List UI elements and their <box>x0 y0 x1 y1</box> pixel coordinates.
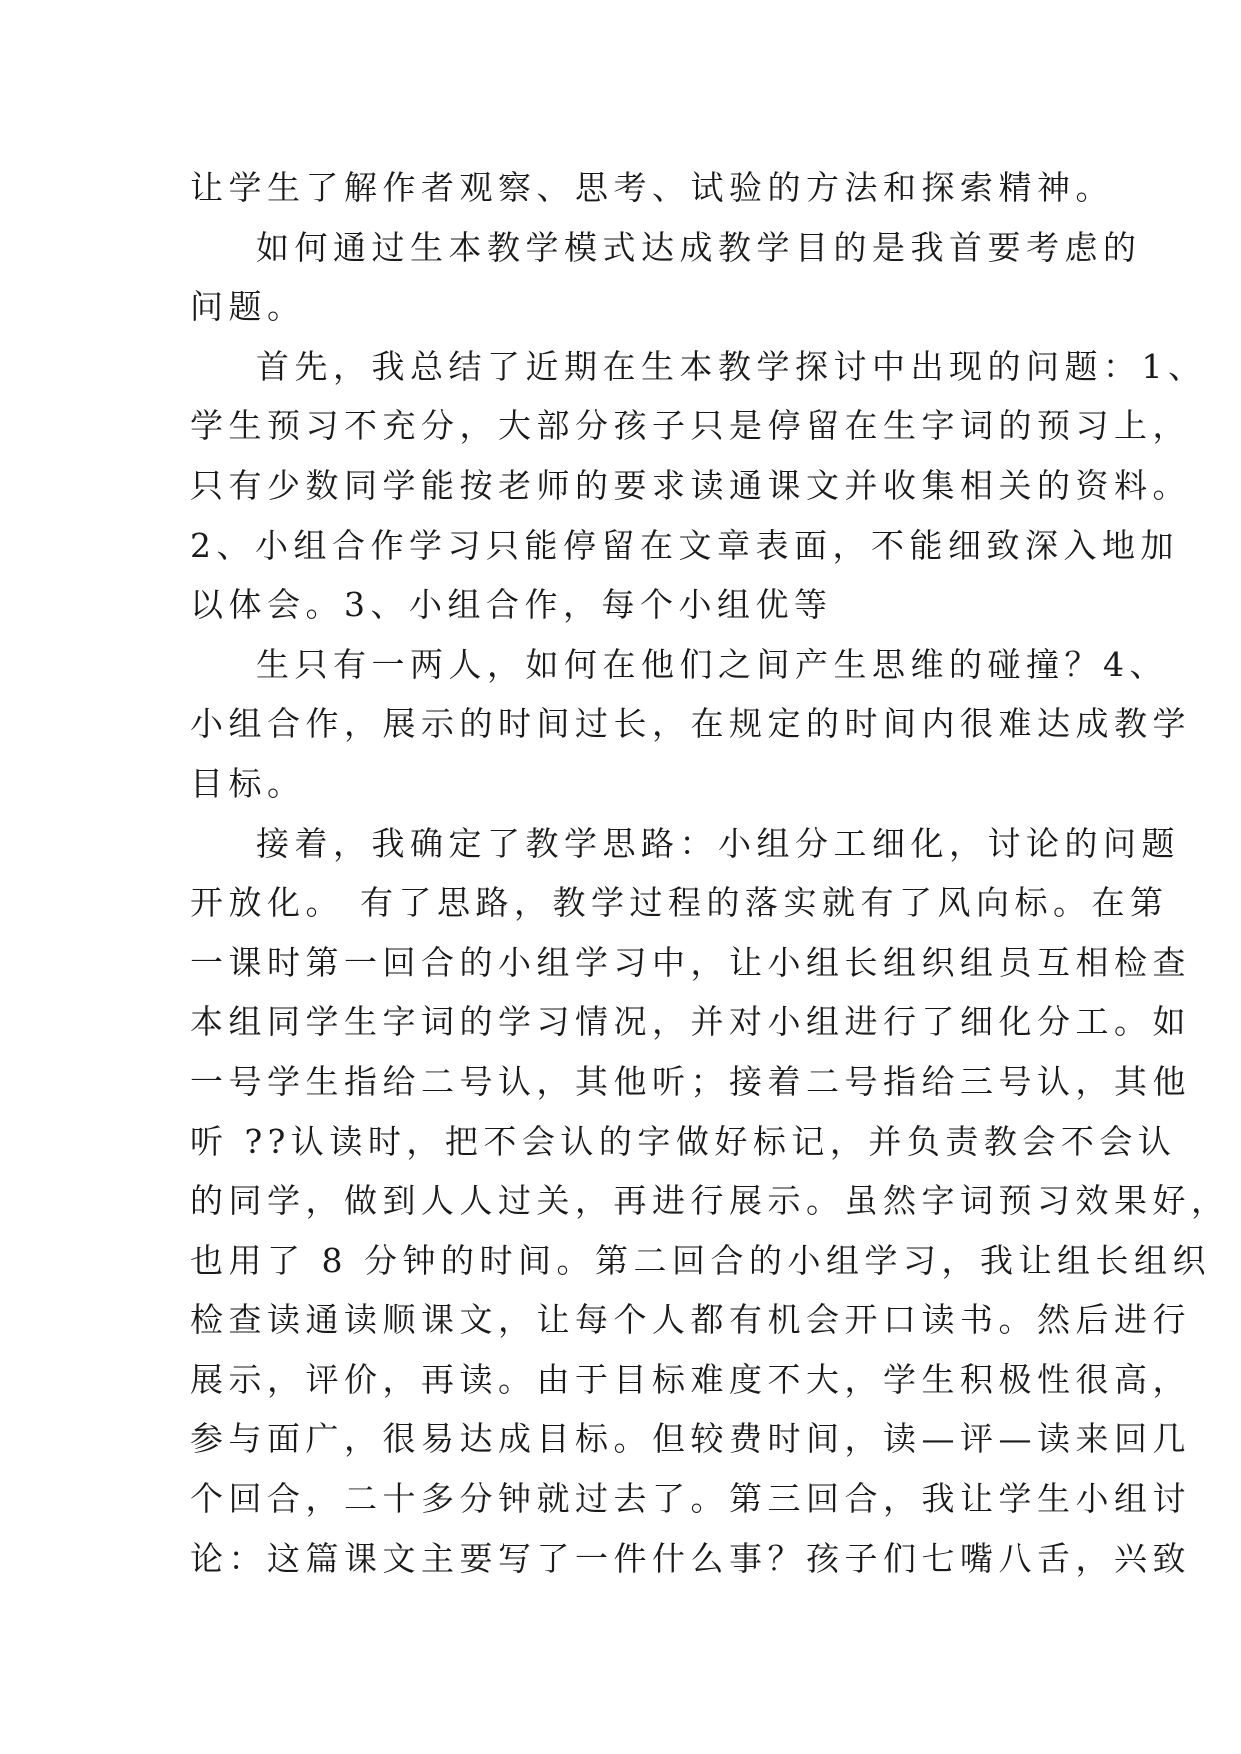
text-line-16: 一号学生指给二号认，其他听；接着二号指给三号认，其他 <box>190 1061 1191 1101</box>
text-line-22: 参与面广，很易达成目标。但较费时间，读—评—读来回几 <box>190 1419 1191 1459</box>
text-line-3: 问题。 <box>190 287 306 327</box>
text-line-12: 接着，我确定了教学思路：小组分工细化，讨论的问题 <box>256 823 1180 863</box>
text-line-15: 本组同学生字词的学习情况，并对小组进行了细化分工。如 <box>190 1002 1191 1042</box>
text-line-10: 小组合作，展示的时间过长，在规定的时间内很难达成教学 <box>190 704 1191 744</box>
text-line-5: 学生预习不充分，大部分孩子只是停留在生字词的预习上， <box>190 406 1191 446</box>
text-line-21: 展示，评价，再读。由于目标难度不大，学生积极性很高， <box>190 1359 1191 1399</box>
text-line-14: 一课时第一回合的小组学习中，让小组长组织组员互相检查 <box>190 942 1191 982</box>
text-line-2: 如何通过生本教学模式达成教学目的是我首要考虑的 <box>256 227 1142 267</box>
text-line-6: 只有少数同学能按老师的要求读通课文并收集相关的资料。 <box>190 465 1191 505</box>
text-line-11: 目标。 <box>190 763 306 803</box>
text-line-19: 也用了 8 分钟的时间。第二回合的小组学习，我让组长组织 <box>190 1240 1211 1280</box>
text-line-4: 首先，我总结了近期在生本教学探讨中出现的问题：1、 <box>256 346 1207 386</box>
text-line-9: 生只有一两人，如何在他们之间产生思维的碰撞？4、 <box>256 644 1168 684</box>
text-line-24: 论：这篇课文主要写了一件什么事？孩子们七嘴八舌，兴致 <box>190 1538 1191 1578</box>
text-line-23: 个回合，二十多分钟就过去了。第三回合，我让学生小组讨 <box>190 1479 1191 1519</box>
text-line-8: 以体会。3、小组合作，每个小组优等 <box>190 585 833 625</box>
body-text <box>190 158 1230 1588</box>
text-line-17: 听 ??认读时，把不会认的字做好标记，并负责教会不会认 <box>190 1121 1177 1161</box>
text-line-13: 开放化。 有了思路，教学过程的落实就有了风向标。在第 <box>190 883 1169 923</box>
text-line-20: 检查读通读顺课文，让每个人都有机会开口读书。然后进行 <box>190 1300 1191 1340</box>
text-line-18: 的同学，做到人人过关，再进行展示。虽然字词预习效果好， <box>190 1181 1230 1221</box>
text-line-1: 让学生了解作者观察、思考、试验的方法和探索精神。 <box>190 168 1114 207</box>
text-line-7: 2、小组合作学习只能停留在文章表面，不能细致深入地加 <box>190 525 1179 565</box>
